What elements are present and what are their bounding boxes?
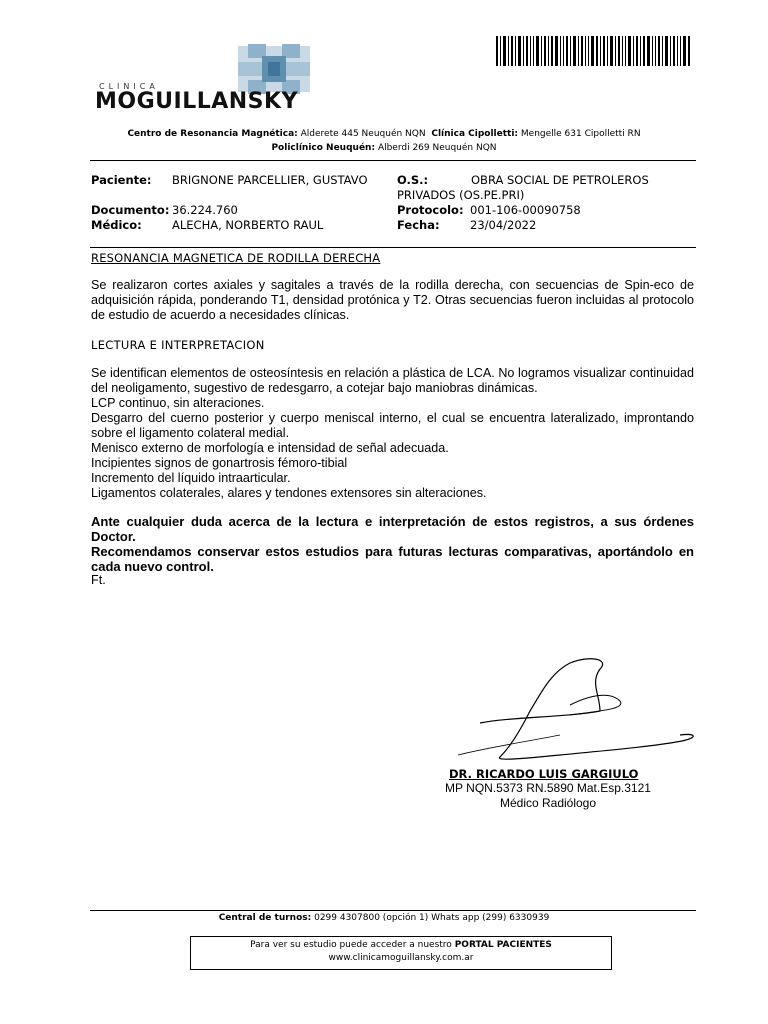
cipolletti-address: Mengelle 631 Cipolletti RN <box>520 129 641 139</box>
header-policlinico-line <box>0 143 768 153</box>
portal-label: PORTAL PACIENTES <box>454 940 552 950</box>
closing-note-2: Recomendamos conservar estos estudios para futuras lecturas comparativas, aportándolo en cada nuevo control. <box>91 544 694 574</box>
fecha-value: 23/04/2022 <box>470 218 537 232</box>
finding-item: Incipientes signos de gonartrosis fémoro-tibial <box>91 456 348 470</box>
footer-divider <box>90 910 696 911</box>
documento-value: 36.224.760 <box>172 203 238 217</box>
header-divider <box>90 160 696 161</box>
logo-clinic-name: MOGUILLANSKY <box>95 89 299 114</box>
patient-divider <box>90 247 696 248</box>
barcode <box>496 36 690 66</box>
os-value-line1: OBRA SOCIAL DE PETROLEROS <box>471 173 649 187</box>
portal-line <box>191 940 611 950</box>
resonancia-address: Alderete 445 Neuquén NQN <box>300 129 426 139</box>
doctor-registration: MP NQN.5373 RN.5890 Mat.Esp.3121 <box>445 781 651 795</box>
fecha-label: Fecha: <box>397 218 440 232</box>
documento-label: Documento: <box>91 203 170 217</box>
logo-clinica-text: CLINICA <box>99 82 159 91</box>
turnos-value: 0299 4307800 (opción 1) Whats app (299) 6330939 <box>314 913 550 923</box>
finding-item: Ligamentos colaterales, alares y tendones extensores sin alteraciones. <box>91 486 487 500</box>
turnos-label: Central de turnos: <box>218 913 312 923</box>
ft-note: Ft. <box>91 573 106 587</box>
clinic-logo-mark <box>238 44 310 94</box>
findings-list <box>91 366 694 501</box>
report-intro: Se realizaron cortes axiales y sagitales a través de la rodilla derecha, con secuencias de Spin-eco de adquisición rápida, ponderando T1, densidad protónica y T2. Otras secuencias fueron incluidas al protocolo de estudio de acuerdo a necesidades clínicas. <box>91 278 694 322</box>
closing-note-1: Ante cualquier duda acerca de la lectura e interpretación de estos registros, a sus órdenes Doctor. <box>91 514 694 544</box>
finding-item: LCP continuo, sin alteraciones. <box>91 396 265 410</box>
header-locations-line <box>0 129 768 139</box>
os-value-line2: PRIVADOS (OS.PE.PRI) <box>397 188 525 202</box>
paciente-value: BRIGNONE PARCELLIER, GUSTAVO <box>172 173 368 187</box>
handwritten-signature <box>450 655 720 765</box>
report-title: RESONANCIA MAGNETICA DE RODILLA DERECHA <box>91 251 381 265</box>
medico-value: ALECHA, NORBERTO RAUL <box>172 218 324 232</box>
section-title: LECTURA E INTERPRETACION <box>91 338 265 352</box>
doctor-name: DR. RICARDO LUIS GARGIULO <box>449 767 639 781</box>
finding-item: Menisco externo de morfología e intensidad de señal adecuada. <box>91 441 449 455</box>
policlinico-label: Policlínico Neuquén: <box>271 143 376 153</box>
cipolletti-label: Clínica Cipolletti: <box>431 129 519 139</box>
doctor-role: Médico Radiólogo <box>499 796 597 810</box>
medico-label: Médico: <box>91 218 142 232</box>
policlinico-address: Alberdi 269 Neuquén NQN <box>377 143 497 153</box>
portal-text: Para ver su estudio puede acceder a nuestro <box>250 940 452 950</box>
protocolo-value: 001-106-00090758 <box>470 203 581 217</box>
finding-item: Incremento del líquido intraarticular. <box>91 471 291 485</box>
resonancia-label: Centro de Resonancia Magnética: <box>127 129 298 139</box>
paciente-label: Paciente: <box>91 173 152 187</box>
finding-item: Desgarro del cuerno posterior y cuerpo meniscal interno, el cual se encuentra lateralizado, improntando sobre el ligamento colateral medial. <box>91 411 694 440</box>
portal-box <box>190 936 612 970</box>
finding-item: Se identifican elementos de osteosíntesis en relación a plástica de LCA. No logramos visualizar continuidad del neoligamento, sugestivo de redesgarro, a cotejar bajo maniobras dinámicas. <box>91 366 694 395</box>
turnos-line <box>0 913 768 923</box>
os-label: O.S.: <box>397 173 429 187</box>
protocolo-label: Protocolo: <box>397 203 464 217</box>
website-link[interactable]: www.clinicamoguillansky.com.ar <box>328 953 474 963</box>
